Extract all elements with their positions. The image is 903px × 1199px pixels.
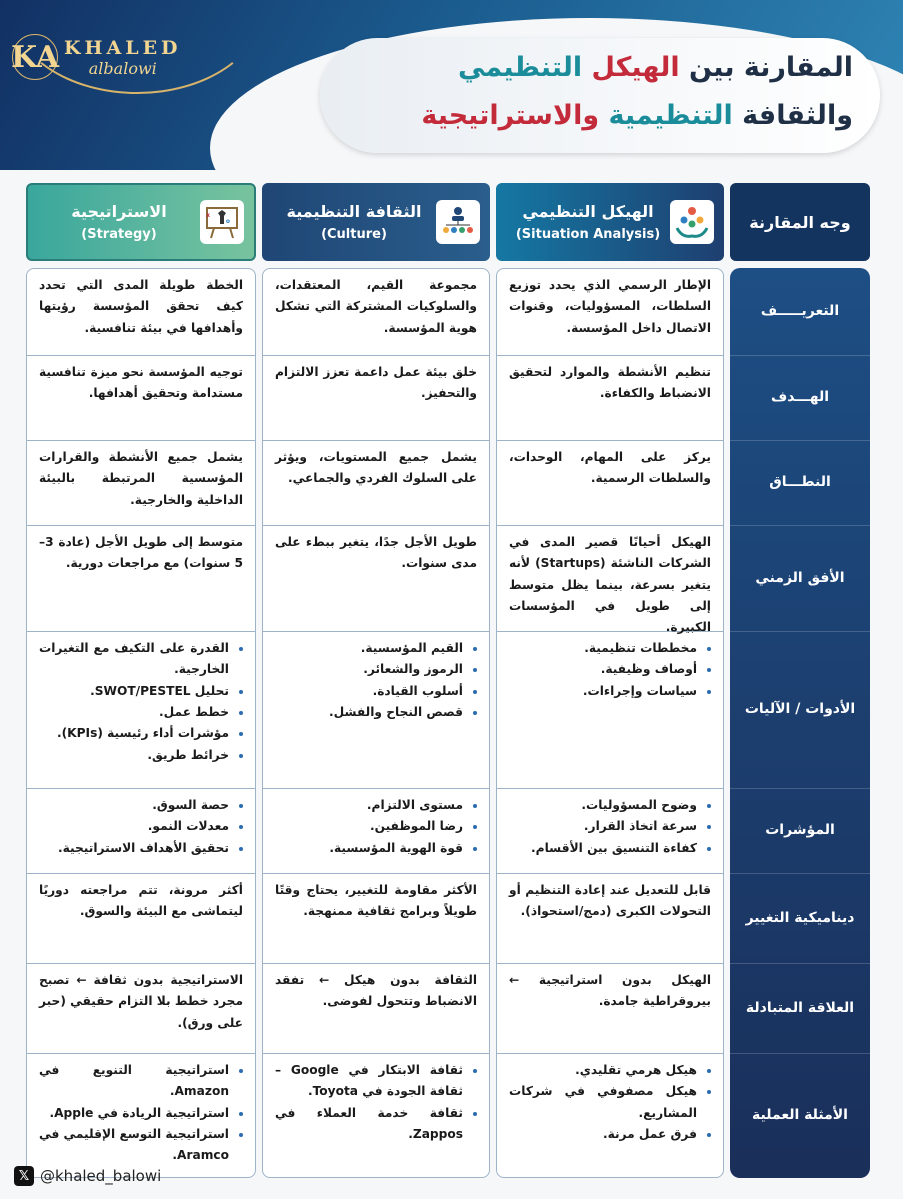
- row-label: الأفق الزمني: [730, 525, 870, 632]
- row-label: المؤشرات: [730, 788, 870, 874]
- org-chart-icon: [436, 200, 480, 244]
- strategy-cell: الخطة طويلة المدى التي تحدد كيف تحقق المؤسسة رؤيتها وأهدافها في بيئة تنافسية.: [27, 269, 255, 356]
- structure-cell: الهيكل أحيانًا قصير المدى في الشركات الناشئة (Startups) لأنه يتغير بسرعة، بينما يظل متوسط إلى طويل في المؤسسات الكبيرة.: [497, 526, 723, 632]
- list-item: • قصص النجاح والفشل.: [275, 702, 463, 723]
- list-item: • استراتيجية التنويع في Amazon.: [39, 1060, 229, 1103]
- title-line-1: المقارنة بين الهيكل التنظيمي: [457, 52, 853, 83]
- people-hands-icon: [670, 200, 714, 244]
- culture-cell: طويل الأجل جدًا، يتغير ببطء على مدى سنوات.: [263, 526, 489, 632]
- row-labels-column: [730, 268, 870, 1178]
- list-item: • فرق عمل مرنة.: [509, 1124, 697, 1145]
- footer: [14, 1166, 161, 1186]
- row-label: الهـــدف: [730, 355, 870, 441]
- strategy-cell: يشمل جميع الأنشطة والقرارات المؤسسية المرتبطة بالبيئة الداخلية والخارجية.: [27, 441, 255, 526]
- list-item: • القيم المؤسسية.: [275, 638, 463, 659]
- list-item: • الرموز والشعائر.: [275, 659, 463, 680]
- list-item: • خرائط طريق.: [39, 745, 229, 766]
- list-item: • تحليل SWOT/PESTEL.: [39, 681, 229, 702]
- strategy-cell: متوسط إلى طويل الأجل (عادة 3–5 سنوات) مع مراجعات دورية.: [27, 526, 255, 632]
- strategy-cell: [27, 789, 255, 874]
- strategy-cell: [27, 632, 255, 789]
- structure-cell: تنظيم الأنشطة والموارد لتحقيق الانضباط والكفاءة.: [497, 356, 723, 441]
- list-item: • معدلات النمو.: [39, 816, 229, 837]
- row-label: العلاقة المتبادلة: [730, 963, 870, 1054]
- row-label: الأمثلة العملية: [730, 1053, 870, 1178]
- header-strategy: x o الاستراتيجية (Strategy): [26, 183, 256, 261]
- strategy-cell: توجيه المؤسسة نحو ميزة تنافسية مستدامة وتحقيق أهدافها.: [27, 356, 255, 441]
- culture-cell: [263, 632, 489, 789]
- list-item: • رضا الموظفين.: [275, 816, 463, 837]
- row-label: التعريـــــف: [730, 268, 870, 356]
- culture-cell: مجموعة القيم، المعتقدات، والسلوكيات المشتركة التي تشكل هوية المؤسسة.: [263, 269, 489, 356]
- culture-cell: [263, 1054, 489, 1179]
- list-item: • مخططات تنظيمية.: [509, 638, 697, 659]
- brand-logo: [12, 34, 182, 80]
- structure-cell: [497, 789, 723, 874]
- row-label: ديناميكية التغيير: [730, 873, 870, 964]
- x-logo-icon: 𝕏: [14, 1166, 34, 1186]
- list-item: • استراتيجية الريادة في Apple.: [39, 1103, 229, 1124]
- header-face: وجه المقارنة: [730, 183, 870, 261]
- logo-mark: KA: [12, 34, 58, 80]
- list-item: • ثقافة الابتكار في Google – ثقافة الجودة في Toyota.: [275, 1060, 463, 1103]
- list-item: • كفاءة التنسيق بين الأقسام.: [509, 838, 697, 859]
- svg-text:x: x: [206, 212, 210, 219]
- structure-cell: الهيكل بدون استراتيجية ← بيروقراطية جامدة.: [497, 964, 723, 1054]
- structure-column: [496, 268, 724, 1178]
- culture-cell: الأكثر مقاومة للتغيير، يحتاج وقتًا طويلاً وبرامج ثقافية ممنهجة.: [263, 874, 489, 964]
- svg-text:o: o: [225, 218, 230, 225]
- header-culture: الثقافة التنظيمية (Culture): [262, 183, 490, 261]
- list-item: • هيكل هرمي تقليدي.: [509, 1060, 697, 1081]
- list-item: • ثقافة خدمة العملاء في Zappos.: [275, 1103, 463, 1146]
- list-item: • حصة السوق.: [39, 795, 229, 816]
- structure-cell: يركز على المهام، الوحدات، والسلطات الرسمية.: [497, 441, 723, 526]
- list-item: • سياسات وإجراءات.: [509, 681, 697, 702]
- list-item: • تحقيق الأهداف الاستراتيجية.: [39, 838, 229, 859]
- list-item: • القدرة على التكيف مع التغيرات الخارجية.: [39, 638, 229, 681]
- list-item: • أوصاف وظيفية.: [509, 659, 697, 680]
- culture-column: [262, 268, 490, 1178]
- list-item: • هيكل مصفوفي في شركات المشاريع.: [509, 1081, 697, 1124]
- list-item: • مؤشرات أداء رئيسية (KPIs).: [39, 723, 229, 744]
- structure-cell: [497, 1054, 723, 1179]
- list-item: • سرعة اتخاذ القرار.: [509, 816, 697, 837]
- list-item: • وضوح المسؤوليات.: [509, 795, 697, 816]
- strategy-cell: الاستراتيجية بدون ثقافة ← تصبح مجرد خطط بلا التزام حقيقي (حبر على ورق).: [27, 964, 255, 1054]
- logo-name: KHALED: [64, 36, 182, 59]
- list-item: • خطط عمل.: [39, 702, 229, 723]
- logo-sub: albalowi: [88, 58, 157, 78]
- culture-cell: [263, 789, 489, 874]
- row-label: الأدوات / الآليات: [730, 631, 870, 789]
- social-handle[interactable]: @khaled_balowi: [40, 1167, 162, 1185]
- culture-cell: الثقافة بدون هيكل ← تفقد الانضباط وتتحول لفوضى.: [263, 964, 489, 1054]
- title-line-2: والثقافة التنظيمية والاستراتيجية: [421, 100, 853, 131]
- structure-cell: الإطار الرسمي الذي يحدد توزيع السلطات، المسؤوليات، وقنوات الاتصال داخل المؤسسة.: [497, 269, 723, 356]
- strategy-column: [26, 268, 256, 1178]
- structure-cell: قابل للتعديل عند إعادة التنظيم أو التحولات الكبرى (دمج/استحواذ).: [497, 874, 723, 964]
- list-item: • مستوى الالتزام.: [275, 795, 463, 816]
- header-structure: الهيكل التنظيمي (Situation Analysis): [496, 183, 724, 261]
- culture-cell: يشمل جميع المستويات، ويؤثر على السلوك الفردي والجماعي.: [263, 441, 489, 526]
- chess-board-icon: [200, 200, 244, 244]
- strategy-cell: [27, 1054, 255, 1179]
- list-item: • قوة الهوية المؤسسية.: [275, 838, 463, 859]
- structure-cell: [497, 632, 723, 789]
- list-item: • أسلوب القيادة.: [275, 681, 463, 702]
- culture-cell: خلق بيئة عمل داعمة تعزز الالتزام والتحفيز.: [263, 356, 489, 441]
- list-item: • استراتيجية التوسع الإقليمي في Aramco.: [39, 1124, 229, 1167]
- row-label: النطـــاق: [730, 440, 870, 526]
- strategy-cell: أكثر مرونة، تتم مراجعته دوريًا ليتماشى مع البيئة والسوق.: [27, 874, 255, 964]
